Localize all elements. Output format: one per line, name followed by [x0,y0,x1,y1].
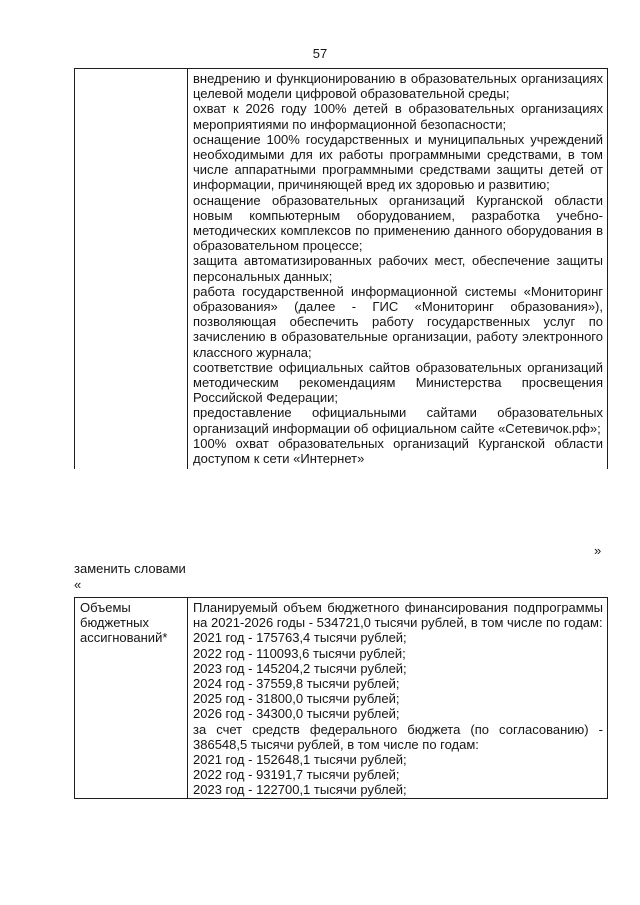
paragraph-internet-coverage: 100% охват образовательных организаций Курганской области доступом к сети «Интернет» [193,435,603,467]
table-row [75,598,608,799]
paragraph-gis-monitoring: работа государственной информационной системы «Мониторинг образования» (далее - ГИС «Мониторинг образования»), позволяющая обеспечить работу государственных услуг по зачислению в образовательные организации, работу электронного классного журнала; [193,283,603,360]
empty-label-cell [75,69,188,470]
budget-details-cell [188,598,608,799]
federal-budget-intro: за счет средств федерального бюджета (по согласованию) - 386548,5 тысячи рублей, в том числе по годам: [193,721,603,752]
budget-year-2022: 2022 год - 110093,6 тысячи рублей; [193,645,406,661]
budget-table [74,597,608,799]
budget-year-2025: 2025 год - 31800,0 тысячи рублей; [193,691,400,707]
budget-label-cell [75,598,188,799]
indicators-cell [188,69,608,470]
opening-quote: « [74,577,82,592]
federal-year-2021: 2021 год - 152648,1 тысячи рублей; [193,752,407,768]
page-number: 57 [312,46,328,61]
budget-intro: Планируемый объем бюджетного финансирования подпрограммы на 2021-2026 годы - 534721,0 тысячи рублей, в том числе по годам: [193,600,603,631]
paragraph-digital-environment: внедрению и функционированию в образовательных организациях целевой модели цифровой образовательной среды; [193,71,603,102]
budget-label: Объемы бюджетных ассигнований* [80,600,168,646]
federal-year-2022: 2022 год - 93191,7 тысячи рублей; [193,767,400,783]
table-row [75,69,608,470]
paragraph-info-security: охват к 2026 году 100% детей в образовательных организациях мероприятиями по информационной безопасности; [193,101,603,132]
paragraph-setevichok: предоставление официальными сайтами образовательных организаций информации об официальном сайте «Сетевичок.рф»; [193,405,603,436]
closing-quote: » [594,543,602,558]
paragraph-software-equipment: оснащение 100% государственных и муниципальных учреждений необходимыми для их работы программными средствами, в том числе аппаратными программными средствами защиты детей от информации, причиняющей вред их здоровью и развитию; [193,131,603,193]
budget-year-2023: 2023 год - 145204,2 тысячи рублей; [193,660,407,676]
budget-year-2024: 2024 год - 37559,8 тысячи рублей; [193,676,400,692]
paragraph-computer-equipment: оснащение образовательных организаций Курганской области новым компьютерным оборудованием, разработка учебно-методических комплексов по применению данного оборудования в образовательном процессе; [193,192,603,254]
program-indicators-table [74,68,608,469]
paragraph-official-sites: соответствие официальных сайтов образовательных организаций методическим рекомендациям Министерства просвещения Российской Федерации; [193,359,603,406]
federal-year-2023: 2023 год - 122700,1 тысячи рублей; [193,782,407,798]
replace-phrase: заменить словами [74,561,186,576]
paragraph-workstation-protection: защита автоматизированных рабочих мест, обеспечение защиты персональных данных; [193,253,603,284]
budget-year-2026: 2026 год - 34300,0 тысячи рублей; [193,706,400,722]
budget-year-2021: 2021 год - 175763,4 тысячи рублей; [193,630,407,646]
